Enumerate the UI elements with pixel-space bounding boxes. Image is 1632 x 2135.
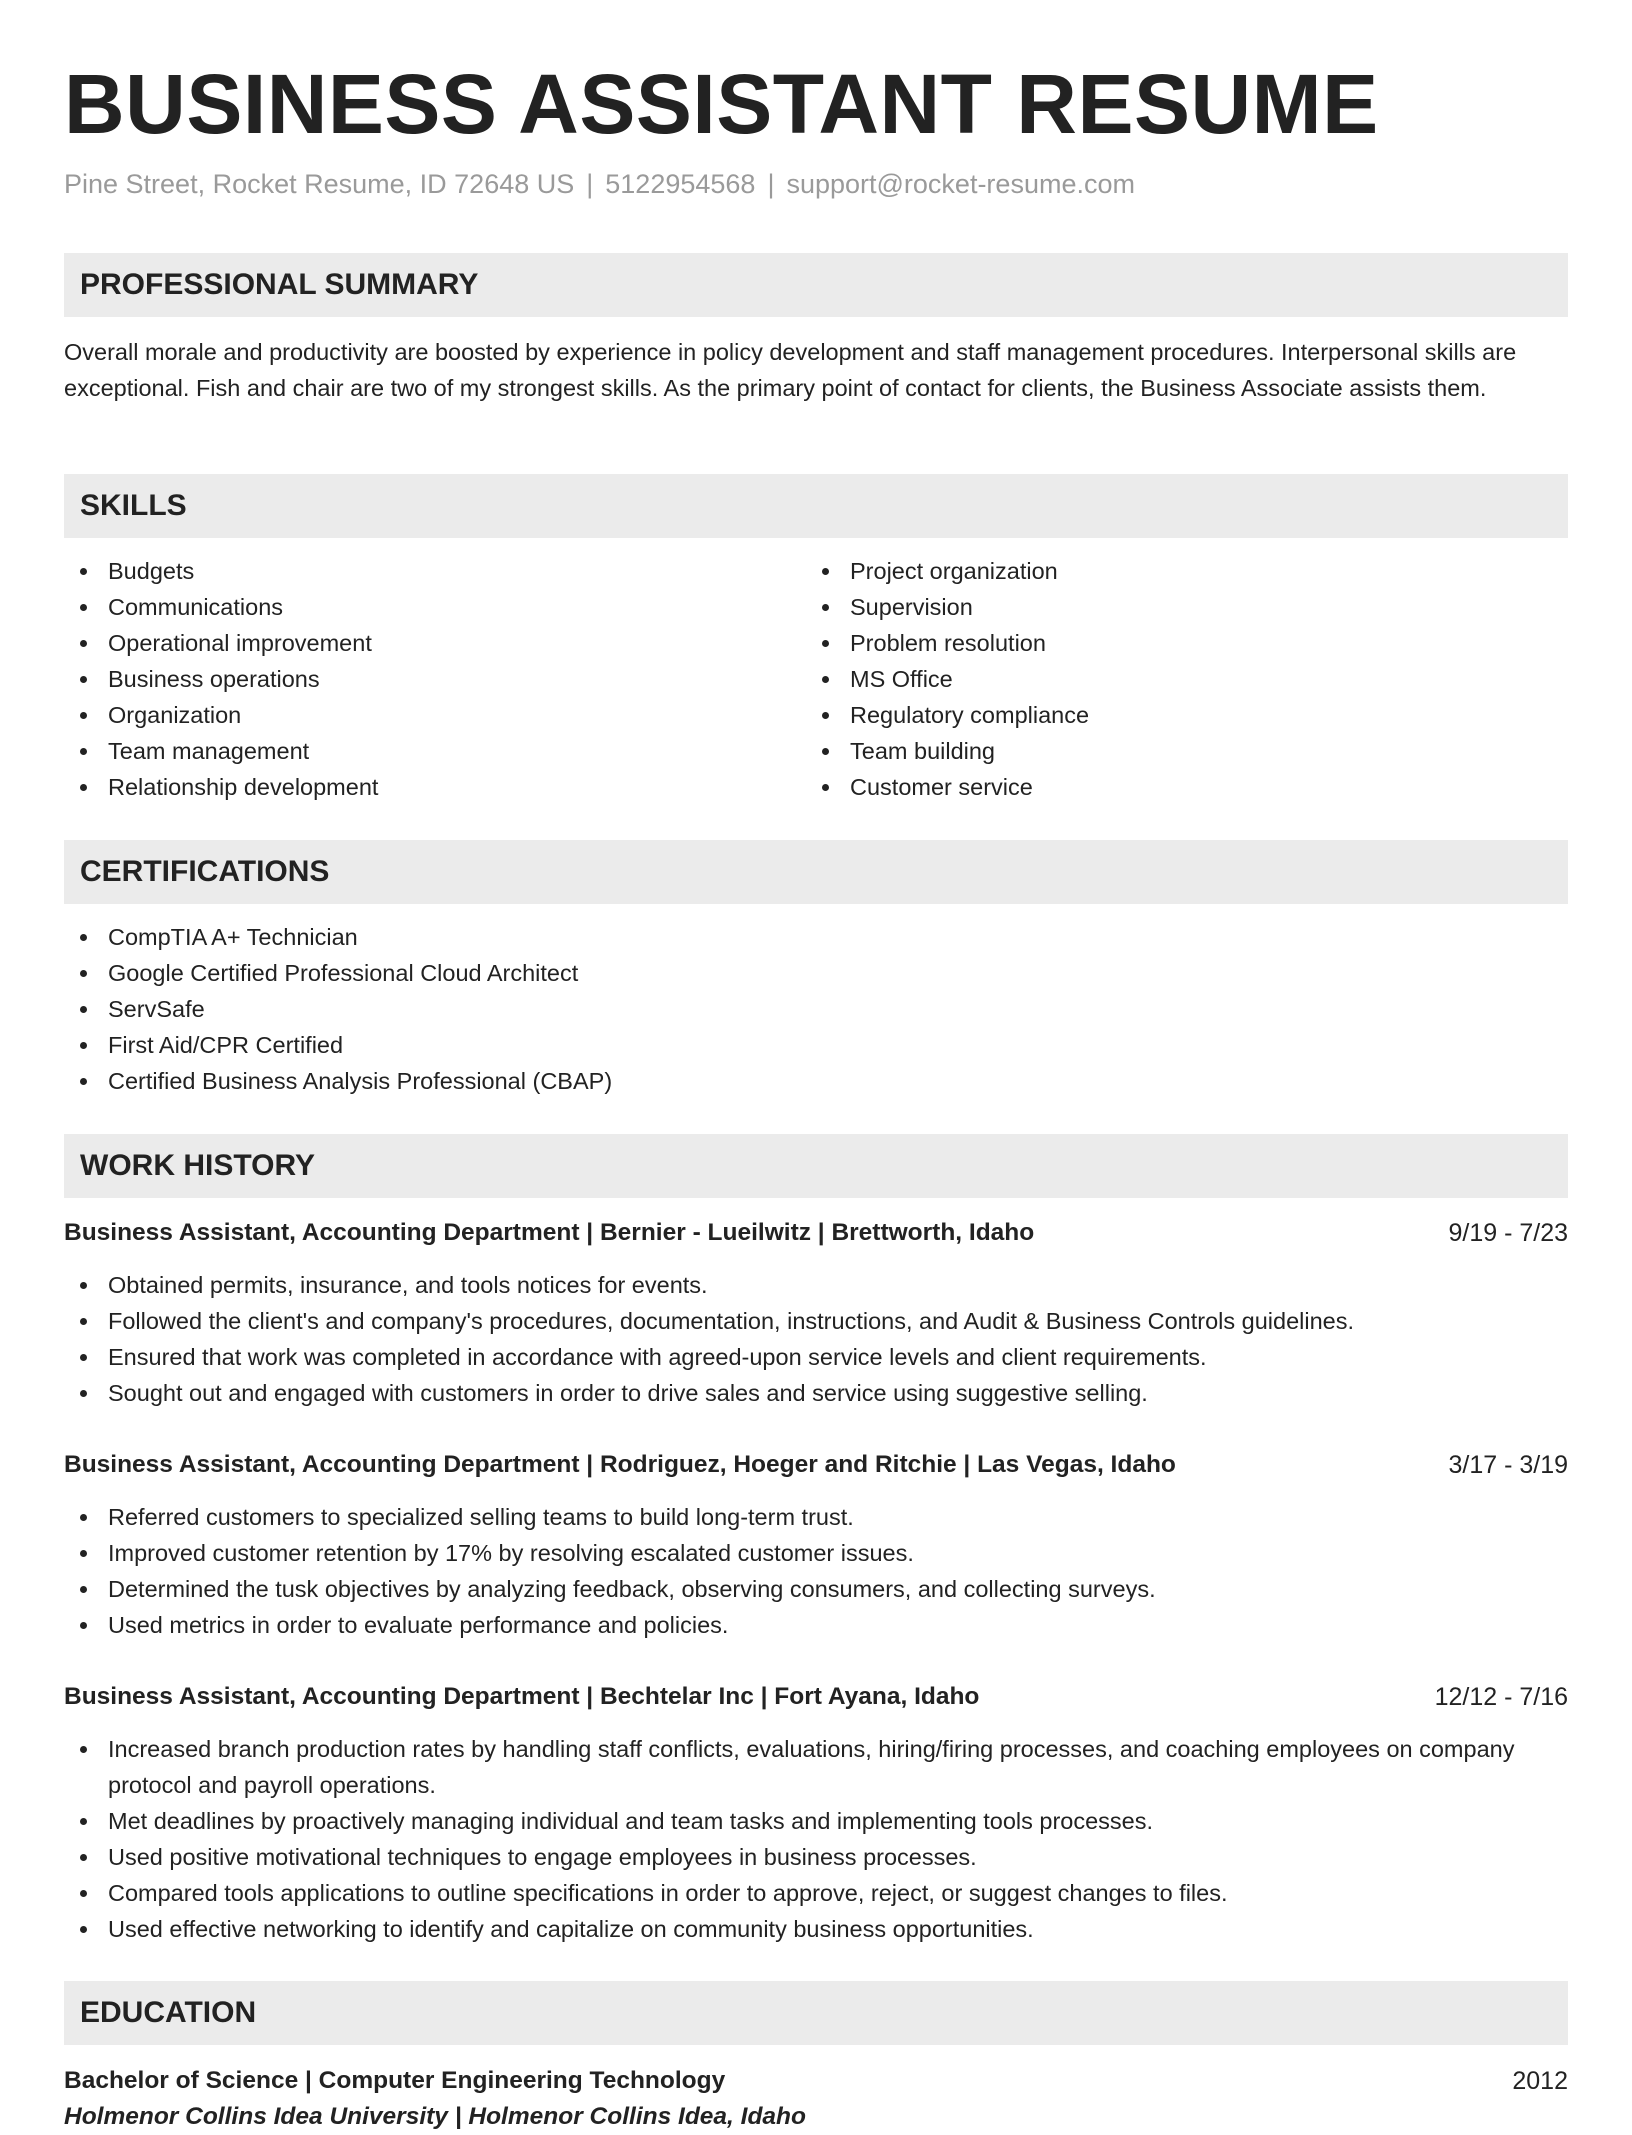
job-entry — [64, 1447, 1568, 1643]
skill-item: Team building — [806, 733, 1546, 769]
skill-item: MS Office — [806, 661, 1546, 697]
job-duties — [64, 1731, 1568, 1947]
job-dates: 9/19 - 7/23 — [1448, 1219, 1568, 1247]
job-duty: Increased branch production rates by handling staff conflicts, evaluations, hiring/firing processes, and coaching employees on company protocol and payroll operations. — [64, 1731, 1568, 1803]
job-duty: Ensured that work was completed in accordance with agreed-upon service levels and client requirements. — [64, 1339, 1568, 1375]
certification-item: ServSafe — [64, 991, 1568, 1027]
skill-item: Business operations — [64, 661, 804, 697]
section-title: CERTIFICATIONS — [80, 855, 330, 888]
skill-item: Relationship development — [64, 769, 804, 805]
education-degree: Bachelor of Science | Computer Engineering Technology — [64, 2067, 726, 2094]
section-header-summary — [64, 253, 1568, 317]
contact-line — [64, 166, 1135, 202]
job-title-line — [64, 1447, 1568, 1483]
section-header-certifications — [64, 840, 1568, 904]
education-entry — [64, 2063, 1568, 2135]
skill-item: Regulatory compliance — [806, 697, 1546, 733]
job-duty: Used positive motivational techniques to engage employees in business processes. — [64, 1839, 1568, 1875]
education-school: Holmenor Collins Idea University | Holmenor Collins Idea, Idaho — [64, 2103, 806, 2130]
skill-item: Budgets — [64, 553, 804, 589]
skill-item: Project organization — [806, 553, 1546, 589]
job-title-line — [64, 1679, 1568, 1715]
skill-item: Operational improvement — [64, 625, 804, 661]
job-duty: Followed the client's and company's procedures, documentation, instructions, and Audit & Business Controls guidelines. — [64, 1303, 1568, 1339]
contact-separator: | — [767, 169, 775, 199]
job-duties — [64, 1267, 1568, 1411]
section-title: EDUCATION — [80, 1996, 257, 2029]
section-header-education — [64, 1981, 1568, 2045]
resume-title: BUSINESS ASSISTANT RESUME — [64, 57, 1379, 151]
section-title: WORK HISTORY — [80, 1149, 316, 1182]
skill-item: Supervision — [806, 589, 1546, 625]
job-title: Business Assistant, Accounting Department | Bechtelar Inc | Fort Ayana, Idaho — [64, 1683, 980, 1710]
job-dates: 3/17 - 3/19 — [1448, 1451, 1568, 1479]
certifications-list — [64, 919, 1568, 1099]
contact-separator: | — [586, 169, 594, 199]
education-degree-line — [64, 2063, 1568, 2099]
job-duty: Met deadlines by proactively managing individual and team tasks and implementing tools processes. — [64, 1803, 1568, 1839]
skill-item: Customer service — [806, 769, 1546, 805]
skill-item: Communications — [64, 589, 804, 625]
job-duty: Obtained permits, insurance, and tools notices for events. — [64, 1267, 1568, 1303]
certification-item: Certified Business Analysis Professional (CBAP) — [64, 1063, 1568, 1099]
job-title: Business Assistant, Accounting Department | Rodriguez, Hoeger and Ritchie | Las Vegas, Idaho — [64, 1451, 1176, 1478]
certification-item: Google Certified Professional Cloud Architect — [64, 955, 1568, 991]
contact-phone: 5122954568 — [605, 169, 756, 199]
job-entry — [64, 1215, 1568, 1411]
job-duty: Referred customers to specialized selling teams to build long-term trust. — [64, 1499, 1568, 1535]
section-title: SKILLS — [80, 489, 187, 522]
job-title: Business Assistant, Accounting Department | Bernier - Lueilwitz | Brettworth, Idaho — [64, 1219, 1035, 1246]
skill-item: Organization — [64, 697, 804, 733]
skill-item: Problem resolution — [806, 625, 1546, 661]
skills-list-right — [806, 553, 1546, 805]
job-duty: Used effective networking to identify and capitalize on community business opportunities. — [64, 1911, 1568, 1947]
job-duty: Determined the tusk objectives by analyzing feedback, observing consumers, and collecting surveys. — [64, 1571, 1568, 1607]
skills-list-left — [64, 553, 804, 805]
job-duties — [64, 1499, 1568, 1643]
job-duty: Sought out and engaged with customers in order to drive sales and service using suggestive selling. — [64, 1375, 1568, 1411]
job-dates: 12/12 - 7/16 — [1434, 1683, 1568, 1711]
certification-item: CompTIA A+ Technician — [64, 919, 1568, 955]
section-title: PROFESSIONAL SUMMARY — [80, 268, 479, 301]
certification-item: First Aid/CPR Certified — [64, 1027, 1568, 1063]
job-title-line — [64, 1215, 1568, 1251]
section-header-work-history — [64, 1134, 1568, 1198]
education-year: 2012 — [1512, 2067, 1568, 2095]
section-header-skills — [64, 474, 1568, 538]
job-entry — [64, 1679, 1568, 1947]
job-duty: Used metrics in order to evaluate performance and policies. — [64, 1607, 1568, 1643]
contact-address: Pine Street, Rocket Resume, ID 72648 US — [64, 169, 575, 199]
contact-email: support@rocket-resume.com — [786, 169, 1135, 199]
skill-item: Team management — [64, 733, 804, 769]
job-duty: Improved customer retention by 17% by resolving escalated customer issues. — [64, 1535, 1568, 1571]
summary-text: Overall morale and productivity are boosted by experience in policy development and staff management procedures. Interpersonal skills are exceptional. Fish and chair are two of my strongest skills. As the primary point of contact for clients, the Business Associate assists them. — [64, 339, 1517, 401]
job-duty: Compared tools applications to outline specifications in order to approve, reject, or suggest changes to files. — [64, 1875, 1568, 1911]
